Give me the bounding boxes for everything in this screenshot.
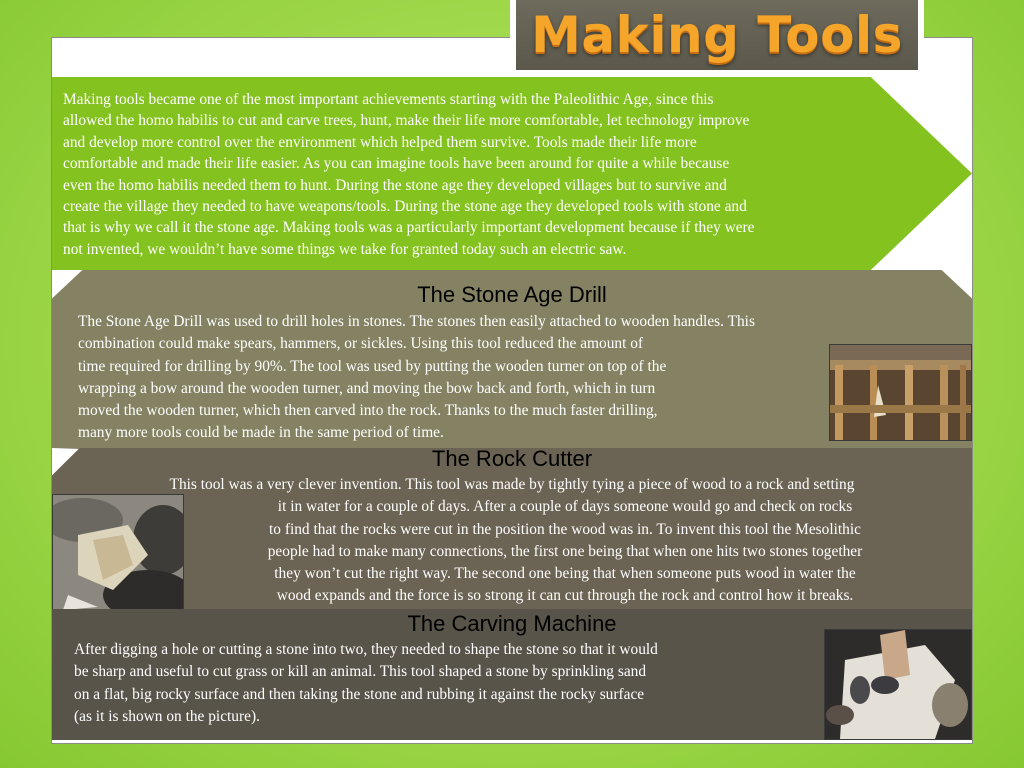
intro-line: Making tools became one of the most important achievements starting with the Paleolithic Age, since this: [63, 91, 714, 108]
cutter-line: to find that the rocks were cut in the position the wood was in. To invent this tool the Mesolithic: [269, 520, 861, 538]
drill-line: combination could make spears, hammers, or sickles. Using this tool reduced the amount of: [78, 335, 644, 353]
drill-photo: [829, 344, 972, 441]
intro-line: not invented, we wouldn’t have some things we take for granted today such an electric saw.: [63, 240, 627, 258]
cutter-line: people had to make many connections, the first one being that when one hits two stones together: [267, 542, 863, 560]
title-banner: [516, 0, 918, 70]
drill-heading: The Stone Age Drill: [417, 282, 607, 307]
drill-text: [78, 311, 958, 445]
cutter-photo-image: [53, 495, 183, 610]
cutter-text: [169, 474, 950, 608]
carving-photo-image: [825, 630, 971, 739]
intro-line: create the village they needed to have weapons/tools. During the stone age they developed tools with stone and: [63, 198, 747, 216]
cutter-photo: [52, 494, 184, 611]
cutter-heading: The Rock Cutter: [431, 446, 593, 471]
carving-line: on a flat, big rocky surface and then taking the stone and rubbing it against the rocky surface: [74, 685, 645, 703]
drill-line: The Stone Age Drill was used to drill holes in stones. The stones then easily attached to wooden handles. This: [78, 313, 755, 330]
cutter-line: wood expands and the force is so strong it can cut through the rock and control how it breaks.: [276, 587, 854, 605]
intro-text: [63, 89, 913, 260]
intro-line: comfortable and made their life easier. As you can imagine tools have been around for quite a while because: [63, 155, 730, 173]
drill-line: moved the wooden turner, which then carved into the rock. Thanks to the much faster drilling,: [78, 402, 658, 420]
drill-line: many more tools could be made in the same period of time.: [78, 424, 444, 442]
carving-text: [74, 639, 824, 728]
intro-line: even the homo habilis needed them to hunt. During the stone age they developed villages but to survive and: [63, 176, 727, 194]
carving-line: After digging a hole or cutting a stone into two, they needed to shape the stone so that it would: [74, 641, 658, 658]
title-box: [510, 0, 924, 76]
cutter-line: they won’t cut the right way. The second one being that when someone puts wood in water the: [274, 565, 856, 583]
carving-heading: The Carving Machine: [407, 611, 617, 636]
page-title: Making Tools: [531, 6, 903, 64]
drill-line: wrapping a bow around the wooden turner, and moving the bow back and forth, which in turn: [78, 379, 656, 397]
cutter-line: it in water for a couple of days. After a couple of days someone would go and check on rocks: [277, 498, 853, 516]
intro-line: and develop more control over the environment which helped them survive. Tools made their life more: [63, 133, 697, 151]
drill-line: time required for drilling by 90%. The tool was used by putting the wooden turner on top of the: [78, 357, 667, 375]
drill-photo-image: [830, 345, 971, 440]
cutter-line: This tool was a very clever invention. This tool was made by tightly tying a piece of wood to a rock and setting: [169, 476, 855, 493]
intro-line: that is why we call it the stone age. Making tools was a particularly important development because if they were: [63, 219, 755, 237]
carving-line: be sharp and useful to cut grass or kill an animal. This tool shaped a stone by sprinkling sand: [74, 663, 647, 681]
carving-line: (as it is shown on the picture).: [74, 707, 260, 725]
carving-photo: [824, 629, 972, 740]
intro-line: allowed the homo habilis to cut and carve trees, hunt, make their life more comfortable, let technology improve: [63, 112, 750, 130]
